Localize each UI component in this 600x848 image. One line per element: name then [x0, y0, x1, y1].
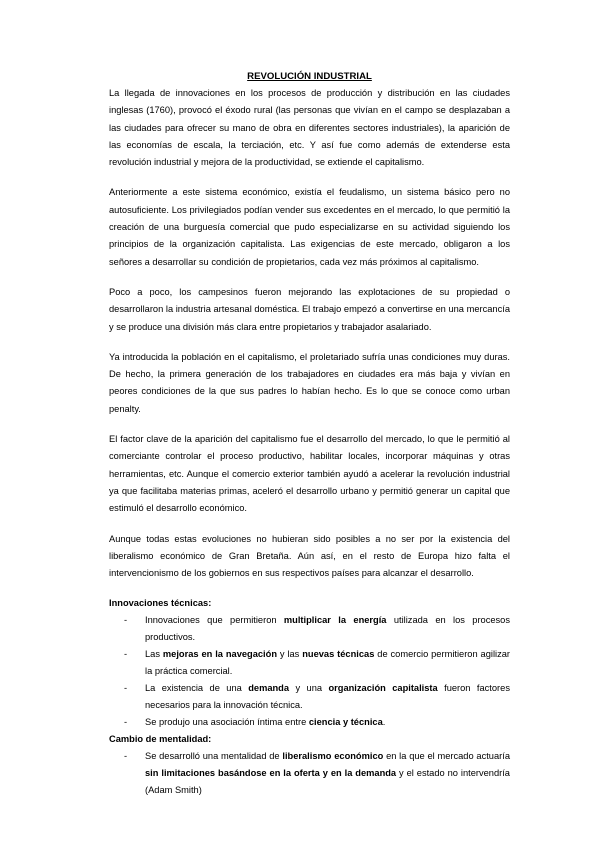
- paragraph-2: Anteriormente a este sistema económico, existía el feudalismo, un sistema básico pero no autosuficiente. Los privilegiados podían vender sus excedentes en el mercado, lo que permitió la creación de una burguesía comercial que pudo especializarse en su actividad siguiendo los principios de la organización capitalista. Las exigencias de este mercado, obligaron a los señores a desarrollar su condición de propietarios, cada vez más próximos al capitalismo.: [109, 187, 510, 267]
- item-emphasis: organización capitalista: [328, 683, 438, 694]
- list-item: [109, 646, 510, 680]
- dash-bullet: -: [124, 615, 128, 626]
- item-text: de comercio permitieron agilizar la práctica comercial.: [145, 649, 510, 677]
- paragraph-3: Poco a poco, los campesinos fueron mejorando las explotaciones de su propiedad o desarrollaron la industria artesanal doméstica. El trabajo empezó a convertirse en una mercancía y se produce una división más clara entre propietarios y trabajador asalariado.: [109, 286, 510, 332]
- item-text: .: [382, 717, 386, 728]
- list-item: [109, 612, 510, 646]
- item-emphasis: sin limitaciones basándose en la oferta y en la demanda: [145, 768, 397, 779]
- paragraph-6: Aunque todas estas evoluciones no hubieran sido posibles a no ser por la existencia del liberalismo económico de Gran Bretaña. Aún así, en el resto de Europa hizo falta el intervencionismo de los gobiernos en sus respectivos países para alcanzar el desarrollo.: [109, 533, 510, 579]
- list-item: [109, 680, 510, 714]
- item-text: Innovaciones que permitieron: [145, 615, 284, 626]
- item-text: utilizada en los procesos productivos.: [145, 615, 510, 643]
- section-heading-innovaciones: Innovaciones técnicas:: [109, 598, 212, 609]
- item-emphasis: nuevas técnicas: [302, 649, 375, 660]
- item-text: Se produjo una asociación íntima entre: [145, 717, 309, 728]
- item-text: en la que el mercado actuaría: [383, 751, 510, 762]
- item-emphasis: ciencia y técnica: [308, 717, 383, 728]
- paragraph-1: La llegada de innovaciones en los procesos de producción y distribución en las ciudades inglesas (1760), provocó el éxodo rural (las personas que vivían en el campo se desplazaban a las ciudades para ofrecer su mano de obra en diferentes sectores industriales), la aparición de las economías de escala, la terciación, etc. Y así fue como además de extenderse esta revolución industrial y mejora de la productividad, se extiende el capitalismo.: [109, 88, 510, 168]
- dash-bullet: -: [124, 683, 128, 694]
- item-text: Las: [145, 649, 163, 660]
- item-emphasis: liberalismo económico: [282, 751, 384, 762]
- paragraph-4: Ya introducida la población en el capitalismo, el proletariado sufría unas condiciones muy duras. De hecho, la primera generación de los trabajadores en ciudades era más baja y vivían en peores condiciones de la que sus padres lo habían hecho. Es lo que se conoce como urban penalty.: [109, 351, 510, 414]
- paragraph-5: El factor clave de la aparición del capitalismo fue el desarrollo del mercado, lo que le permitió al comerciante controlar el proceso productivo, habilitar locales, incorporar máquinas y otras herramientas, etc. Aunque el comercio exterior también ayudó a acelerar la revolución industrial ya que facilitaba materias primas, aceleró el desarrollo urbano y permitió generar un capital que estimuló el desarrollo económico.: [109, 434, 510, 514]
- item-text: y las: [277, 649, 303, 660]
- item-emphasis: demanda: [248, 683, 290, 694]
- item-text: La existencia de una: [145, 683, 249, 694]
- item-text: y una: [289, 683, 329, 694]
- list-item: [109, 714, 510, 731]
- item-text: fueron factores necesarios para la innovación técnica.: [145, 683, 510, 711]
- dash-bullet: -: [124, 649, 128, 660]
- section-heading-mentalidad: Cambio de mentalidad:: [109, 734, 212, 745]
- document-title: REVOLUCIÓN INDUSTRIAL: [247, 71, 372, 82]
- item-emphasis: multiplicar la energía: [283, 615, 387, 626]
- item-emphasis: mejoras en la navegación: [162, 649, 277, 660]
- list-item: [109, 748, 510, 799]
- mentalidad-list: [109, 748, 510, 799]
- item-text: y el estado no intervendría (Adam Smith): [145, 768, 510, 796]
- dash-bullet: -: [124, 751, 128, 762]
- dash-bullet: -: [124, 717, 128, 728]
- item-text: Se desarrolló una mentalidad de: [145, 751, 283, 762]
- innovaciones-list: [109, 612, 510, 731]
